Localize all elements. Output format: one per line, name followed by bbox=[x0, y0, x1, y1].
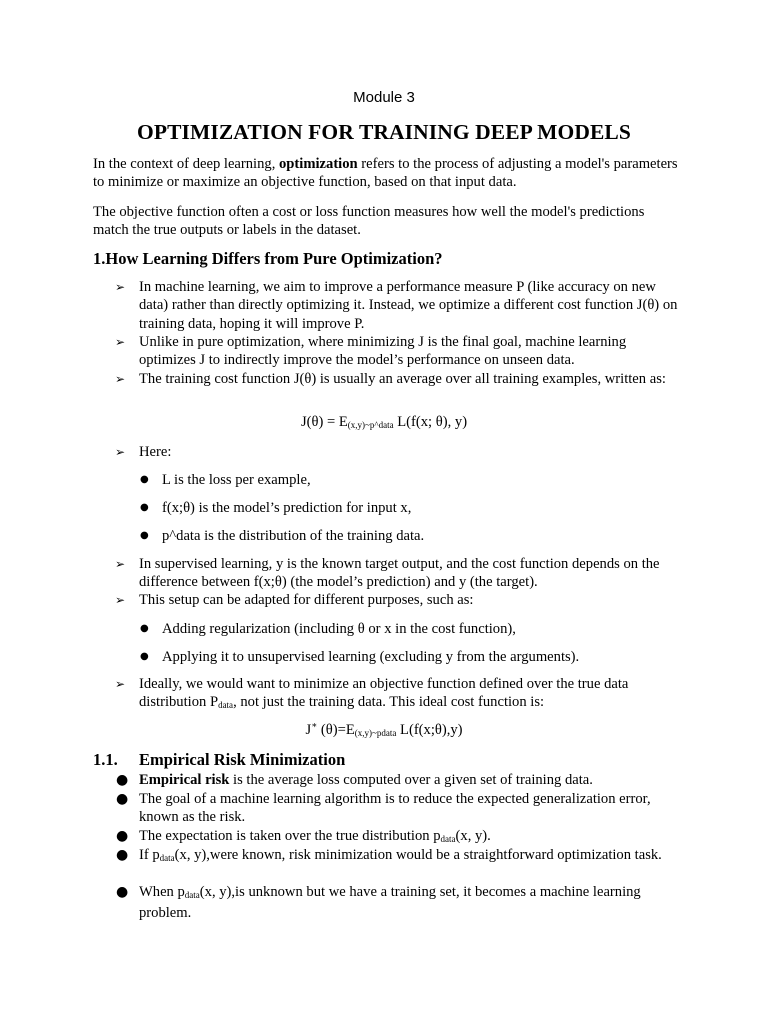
list-item: ● The expectation is taken over the true distribution $p_{data}(x$, y). bbox=[116, 828, 491, 844]
list-item: ● The goal of a machine learning algorithm is to reduce the expected generalization error, known as the risk. bbox=[116, 791, 651, 826]
bullet-dot-icon: ● bbox=[116, 791, 129, 807]
bullet-dot-icon: ● bbox=[116, 884, 129, 900]
formula-training-cost: $J(\theta) = E_{(x,y)\sim p\^{}data}$ L(f(x; θ), y) bbox=[300, 414, 468, 430]
list-item: ● When $p_{data}(x$, y),is unknown but we have a training set, it becomes a machine learning problem. bbox=[116, 884, 641, 922]
bullet-dot-icon: ● bbox=[116, 847, 129, 863]
bullet-dot-icon: ● bbox=[140, 530, 149, 541]
list-item: ● If $p_{data}(x$, y),were known, risk minimization would be a straightforward optimization task. bbox=[116, 847, 662, 863]
intro-paragraph-1: In the context of deep learning, optimization refers to the process of adjusting a model's parameters to minimize or maximize an objective function, based on that input data. bbox=[93, 156, 678, 191]
list-item: ➢ This setup can be adapted for different purposes, such as: bbox=[115, 592, 474, 608]
section-1-1-heading: 1.1. Empirical Risk Minimization bbox=[93, 750, 346, 769]
arrow-bullet-icon: ➢ bbox=[115, 677, 126, 691]
arrow-bullet-icon: ➢ bbox=[115, 593, 126, 607]
list-item: ➢ The training cost function J(θ) is usually an average over all training examples, written as: bbox=[115, 371, 666, 387]
bullet-dot-icon: ● bbox=[140, 623, 149, 634]
sub-list-item: ● f(x;θ) is the model’s prediction for input x, bbox=[140, 500, 412, 516]
page-title: OPTIMIZATION FOR TRAINING DEEP MODELS bbox=[137, 120, 631, 144]
intro-paragraph-2: The objective function often a cost or loss function measures how well the model's predictions match the true outputs or labels in the dataset. bbox=[93, 204, 645, 239]
arrow-bullet-icon: ➢ bbox=[115, 372, 126, 386]
arrow-bullet-icon: ➢ bbox=[115, 280, 126, 294]
list-item: ● Empirical risk is the average loss computed over a given set of training data. bbox=[116, 772, 593, 788]
list-item: ➢ Here: bbox=[115, 444, 172, 460]
sub-list-item: ● L is the loss per example, bbox=[140, 472, 311, 488]
list-item: ➢ Unlike in pure optimization, where minimizing J is the final goal, machine learning optimizes J to indirectly improve the model’s performance on unseen data. bbox=[115, 334, 627, 369]
arrow-bullet-icon: ➢ bbox=[115, 557, 126, 571]
bullet-dot-icon: ● bbox=[140, 502, 149, 513]
arrow-bullet-icon: ➢ bbox=[115, 335, 126, 349]
bullet-dot-icon: ● bbox=[140, 474, 149, 485]
bullet-dot-icon: ● bbox=[116, 828, 129, 844]
sub-list-item: ● Applying it to unsupervised learning (excluding y from the arguments). bbox=[140, 649, 580, 665]
sub-list-item: ● Adding regularization (including θ or x in the cost function), bbox=[140, 621, 516, 637]
sub-list-item: ● p^data is the distribution of the training data. bbox=[140, 528, 425, 544]
list-item: ➢ In machine learning, we aim to improve a performance measure P (like accuracy on new data) rather than directly optimizing it. Instead, we optimize a different cost function J(θ) on training data, hoping it will improve P. bbox=[115, 279, 678, 332]
list-item: ➢ Ideally, we would want to minimize an objective function defined over the true data distribution $P_{data}$, not just the training data. This ideal cost function is: bbox=[115, 676, 629, 711]
formula-ideal-cost: J∗ $(\theta)=E_{(x,y)\sim pdata}$ L(f(x;θ),y) bbox=[305, 720, 463, 738]
module-label: Module 3 bbox=[353, 89, 415, 106]
bullet-dot-icon: ● bbox=[140, 651, 149, 662]
arrow-bullet-icon: ➢ bbox=[115, 445, 126, 459]
bullet-dot-icon: ● bbox=[116, 772, 129, 788]
list-item: ➢ In supervised learning, y is the known target output, and the cost function depends on the difference between f(x;θ) (the model’s prediction) and y (the target). bbox=[115, 556, 660, 591]
section-1-heading: 1.How Learning Differs from Pure Optimization? bbox=[93, 249, 443, 268]
